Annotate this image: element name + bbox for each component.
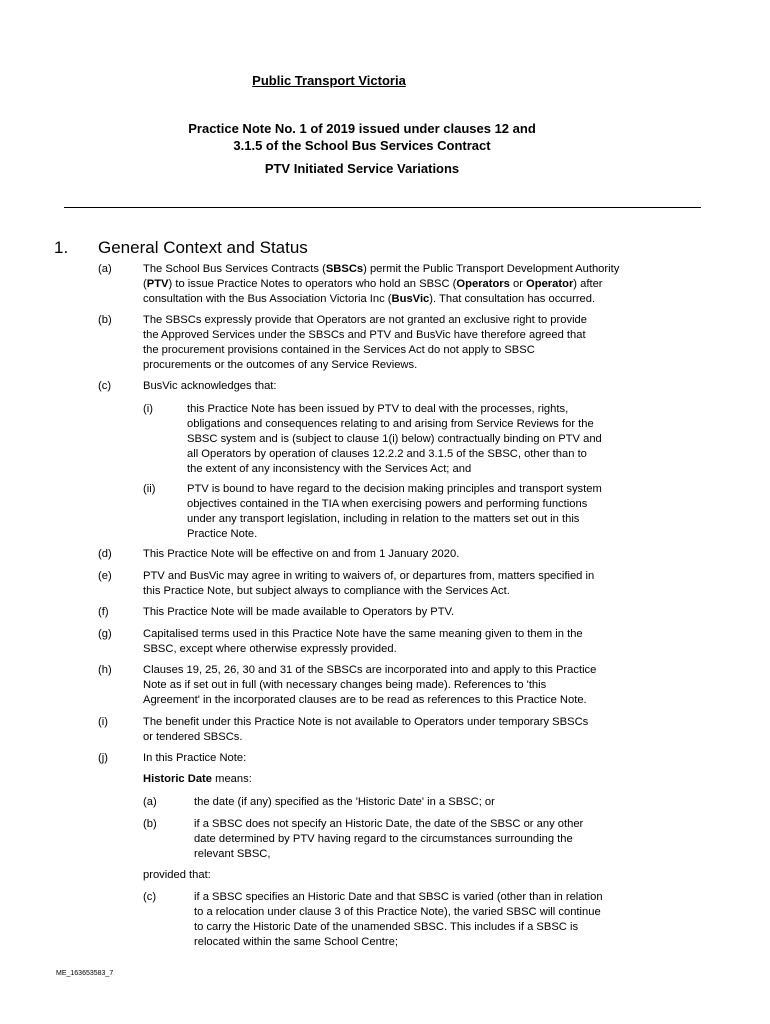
section-number: 1. <box>54 238 69 257</box>
organisation-heading: Public Transport Victoria <box>252 73 406 88</box>
subclause-i-text <box>187 402 677 477</box>
text-run: or <box>509 278 527 290</box>
text-line: the extent of any inconsistency with the Services Act; and <box>187 463 472 475</box>
text-line: SBSC, except where otherwise expressly provided. <box>143 643 397 655</box>
defined-term: SBSCs <box>325 263 364 275</box>
clause-d-text: This Practice Note will be effective on and from 1 January 2020. <box>143 548 460 560</box>
text-line: Agreement' in the incorporated clauses are to be read as references to this Practice Note. <box>143 694 587 706</box>
definition-label-a: (a) <box>143 796 157 808</box>
clause-a-line-1 <box>143 262 673 277</box>
text-run: means: <box>212 773 252 785</box>
text-line: this Practice Note, but subject always to compliance with the Services Act. <box>143 585 510 597</box>
definition-a-text: the date (if any) specified as the 'Historic Date' in a SBSC; or <box>194 796 495 808</box>
text-line: Clauses 19, 25, 26, 30 and 31 of the SBSCs are incorporated into and apply to this Practice <box>143 664 597 676</box>
text-line: all Operators by operation of clauses 12.2.2 and 3.1.5 of the SBSC, other than to <box>187 448 587 460</box>
clause-g-text <box>143 627 673 657</box>
definition-label-c: (c) <box>143 891 157 903</box>
text-line: SBSC system and is (subject to clause 1(i) below) contractually binding on PTV and <box>187 433 602 445</box>
defined-term: Operator <box>526 278 574 290</box>
text-run: consultation with the Bus Association Victoria Inc ( <box>143 293 392 305</box>
text-run: ( <box>143 278 147 290</box>
title-line-1: Practice Note No. 1 of 2019 issued under clauses 12 and <box>188 121 536 136</box>
clause-a-line-3 <box>143 292 673 307</box>
clause-label-a: (a) <box>98 263 112 275</box>
text-line: date determined by PTV having regard to the circumstances surrounding the <box>194 833 573 845</box>
text-run: ) to issue Practice Notes to operators who hold an SBSC ( <box>168 278 457 290</box>
text-line: if a SBSC specifies an Historic Date and that SBSC is varied (other than in relation <box>194 891 603 903</box>
clause-label-b: (b) <box>98 314 112 326</box>
clause-h-text <box>143 663 673 708</box>
provided-that-text: provided that: <box>143 869 211 881</box>
clause-label-c: (c) <box>98 380 112 392</box>
clause-label-i: (i) <box>98 716 108 728</box>
definition-c-text <box>194 890 674 950</box>
text-line: The SBSCs expressly provide that Operators are not granted an exclusive right to provide <box>143 314 587 326</box>
clause-j-text: In this Practice Note: <box>143 752 247 764</box>
definition-heading <box>143 772 673 787</box>
clause-label-e: (e) <box>98 570 112 582</box>
text-line: to carry the Historic Date of the unamended SBSC. This includes if a SBSC is <box>194 921 579 933</box>
clause-c-text: BusVic acknowledges that: <box>143 380 277 392</box>
document-title <box>0 120 724 154</box>
section-title: General Context and Status <box>98 238 308 257</box>
text-line: this Practice Note has been issued by PTV to deal with the processes, rights, <box>187 403 569 415</box>
text-line: objectives contained in the TIA when exercising powers and performing functions <box>187 498 588 510</box>
text-line: the Approved Services under the SBSCs and PTV and BusVic have therefore agreed that <box>143 329 586 341</box>
text-line: or tendered SBSCs. <box>143 731 243 743</box>
subclause-label-ii: (ii) <box>143 483 156 495</box>
title-line-2: 3.1.5 of the School Bus Services Contract <box>233 138 491 153</box>
clause-label-f: (f) <box>98 606 109 618</box>
clause-a-line-2 <box>143 277 673 292</box>
clause-e-text <box>143 569 673 599</box>
text-line: procurements or the outcomes of any Service Reviews. <box>143 359 418 371</box>
defined-term: Historic Date <box>143 773 213 785</box>
clause-b-text <box>143 313 673 373</box>
text-line: the procurement provisions contained in the Services Act do not apply to SBSC <box>143 344 535 356</box>
clause-f-text: This Practice Note will be made available to Operators by PTV. <box>143 606 455 618</box>
horizontal-divider <box>64 207 701 208</box>
text-line: relocated within the same School Centre; <box>194 936 398 948</box>
text-run: ) after <box>573 278 603 290</box>
clause-label-j: (j) <box>98 752 108 764</box>
text-line: PTV and BusVic may agree in writing to waivers of, or departures from, matters specified in <box>143 570 595 582</box>
text-line: PTV is bound to have regard to the decision making principles and transport system <box>187 483 602 495</box>
definition-b-text <box>194 817 674 862</box>
clause-label-g: (g) <box>98 628 112 640</box>
text-line: relevant SBSC, <box>194 848 271 860</box>
text-line: if a SBSC does not specify an Historic Date, the date of the SBSC or any other <box>194 818 584 830</box>
definition-label-b: (b) <box>143 818 157 830</box>
clause-i-text <box>143 715 673 745</box>
document-id-footer: ME_163653583_7 <box>56 970 114 977</box>
text-run: ). That consultation has occurred. <box>429 293 596 305</box>
clause-label-h: (h) <box>98 664 112 676</box>
text-run: ) permit the Public Transport Development Authority <box>363 263 620 275</box>
subclause-ii-text <box>187 482 677 542</box>
document-subtitle: PTV Initiated Service Variations <box>264 161 460 176</box>
text-line: Note as if set out in full (with necessary changes being made). References to 'this <box>143 679 547 691</box>
text-line: to a relocation under clause 3 of this Practice Note), the varied SBSC will continue <box>194 906 601 918</box>
text-line: Practice Note. <box>187 528 258 540</box>
clause-label-d: (d) <box>98 548 112 560</box>
defined-term: BusVic <box>391 293 430 305</box>
defined-term: PTV <box>146 278 169 290</box>
text-line: The benefit under this Practice Note is not available to Operators under temporary SBSCs <box>143 716 589 728</box>
clause-a-text <box>143 262 673 307</box>
text-line: obligations and consequences relating to and arising from Service Reviews for the <box>187 418 594 430</box>
subclause-label-i: (i) <box>143 403 153 415</box>
text-line: Capitalised terms used in this Practice Note have the same meaning given to them in the <box>143 628 583 640</box>
text-line: under any transport legislation, including in relation to the matters set out in this <box>187 513 580 525</box>
defined-term: Operators <box>456 278 510 290</box>
text-run: The School Bus Services Contracts ( <box>143 263 326 275</box>
